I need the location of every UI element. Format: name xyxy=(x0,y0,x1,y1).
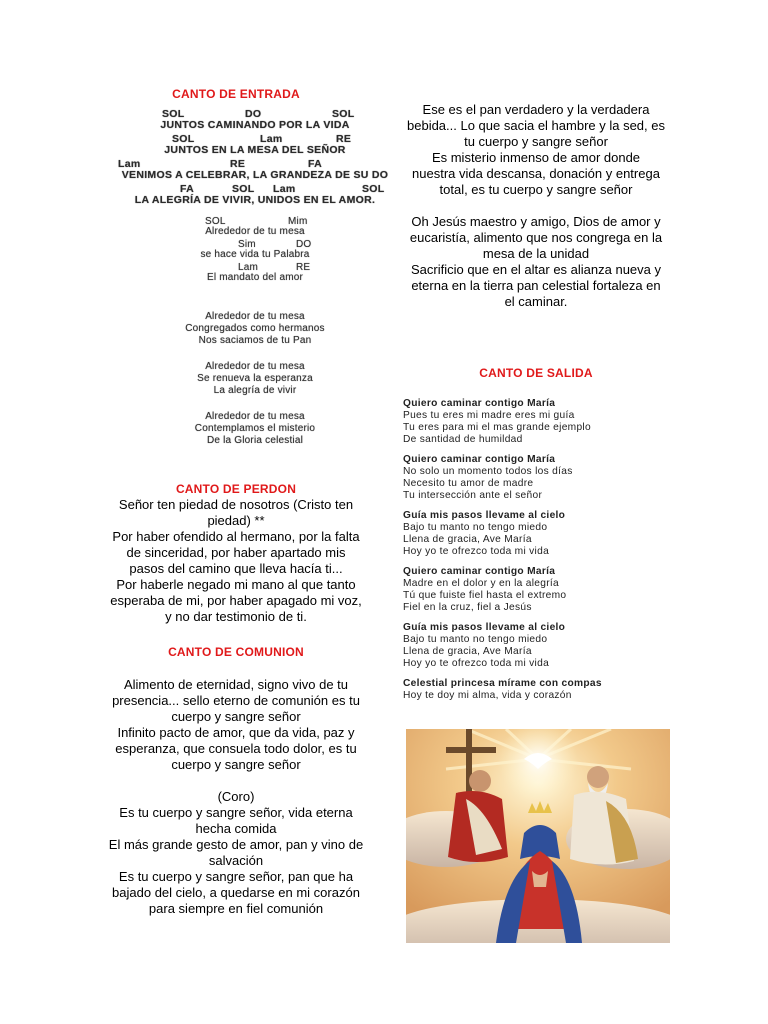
chord-name: Lam xyxy=(238,262,259,273)
lyric-line: presencia... sello eterno de comunión es tu xyxy=(112,693,360,708)
lyric-line: Es misterio inmenso de amor donde xyxy=(431,150,641,165)
salida-line: Hoy te doy mi alma, vida y corazón xyxy=(403,690,572,701)
salida-line: No solo un momento todos los días xyxy=(403,466,573,477)
chord-name: Lam xyxy=(118,158,141,170)
lyric-line xyxy=(400,198,672,214)
canto-entrada-heading: CANTO DE ENTRADA xyxy=(172,87,300,101)
painting-illustration xyxy=(406,729,670,943)
salida-line: Guía mis pasos llevame al cielo xyxy=(403,622,566,633)
chord-name: RE xyxy=(296,262,311,273)
canto-comunion-heading: CANTO DE COMUNION xyxy=(168,645,304,659)
verse-line: Congregados como hermanos xyxy=(185,323,325,334)
lyric-line: bebida... Lo que sacia el hambre y la sed, es xyxy=(407,118,665,133)
chord-lyric: Alrededor de tu mesa xyxy=(205,226,305,237)
salida-line: Quiero caminar contigo María xyxy=(403,398,556,409)
salida-line: Bajo tu manto no tengo miedo xyxy=(403,634,548,645)
verse-line: La alegría de vivir xyxy=(213,385,297,396)
lyric-line: (Coro) xyxy=(217,789,255,804)
salida-line: Hoy yo te ofrezco toda mi vida xyxy=(403,546,550,557)
chord-name: Lam xyxy=(273,183,296,195)
canto-perdon-heading: CANTO DE PERDON xyxy=(175,482,297,496)
verse-line: Alrededor de tu mesa xyxy=(205,361,305,372)
chord-name: DO xyxy=(296,239,312,250)
lyric-line: el caminar. xyxy=(504,294,568,309)
lyric-line: Por haber ofendido al hermano, por la falta xyxy=(112,529,360,544)
chord-name: SOL xyxy=(362,183,385,195)
lyric-line: y no dar testimonio de ti. xyxy=(165,609,307,624)
salida-line: Guía mis pasos llevame al cielo xyxy=(403,510,566,521)
salida-line: Pues tu eres mi madre eres mi guía xyxy=(403,410,575,421)
salida-line: Quiero caminar contigo María xyxy=(403,454,556,465)
chord-lyric: VENIMOS A CELEBRAR, LA GRANDEZA DE SU DO xyxy=(121,169,389,181)
stanza xyxy=(403,398,665,446)
stanza xyxy=(403,622,665,670)
lyric-line: nuestra vida descansa, donación y entrega xyxy=(412,166,660,181)
lyric-line: piedad) ** xyxy=(207,513,265,528)
lyric-line: Señor ten piedad de nosotros (Cristo ten xyxy=(118,497,354,512)
lyric-line: Es tu cuerpo y sangre señor, vida eterna xyxy=(119,805,353,820)
lyric-line: Oh Jesús maestro y amigo, Dios de amor y xyxy=(411,214,661,229)
lyric-line: mesa de la unidad xyxy=(482,246,590,261)
chord-name: Lam xyxy=(260,133,283,145)
lyric-line: hecha comida xyxy=(195,821,277,836)
salida-line: Tú que fuiste fiel hasta el extremo xyxy=(403,590,567,601)
lyric-line: bajado del cielo, a quedarse en mi corazón xyxy=(112,885,360,900)
lyric-line: Ese es el pan verdadero y la verdadera xyxy=(422,102,650,117)
lyric-line: Infinito pacto de amor, que da vida, paz y xyxy=(117,725,355,740)
salida-line: Necesito tu amor de madre xyxy=(403,478,534,489)
verse-line: Alrededor de tu mesa xyxy=(205,411,305,422)
verse-line: De la Gloria celestial xyxy=(206,435,304,446)
salida-line: Tu intersección ante el señor xyxy=(403,490,543,501)
comunion-continued-lyrics xyxy=(400,102,672,310)
stanza xyxy=(403,566,665,614)
chord-name: RE xyxy=(336,133,352,145)
canto-comunion-lyrics xyxy=(100,677,372,917)
chord-name: SOL xyxy=(172,133,195,145)
chord-name: RE xyxy=(230,158,246,170)
chord-lyric: JUNTOS CAMINANDO POR LA VIDA xyxy=(160,119,350,131)
chord-lyric: LA ALEGRÍA DE VIVIR, UNIDOS EN EL AMOR. xyxy=(134,194,376,206)
lyric-line: Alimento de eternidad, signo vivo de tu xyxy=(123,677,349,692)
salida-line: Celestial princesa mírame con compas xyxy=(403,678,602,689)
verse-line: Nos saciamos de tu Pan xyxy=(198,335,312,346)
salida-line: Madre en el dolor y en la alegría xyxy=(403,578,560,589)
stanza xyxy=(403,678,665,702)
lyric-line: El más grande gesto de amor, pan y vino de xyxy=(108,837,364,852)
lyric-line: tu cuerpo y sangre señor xyxy=(464,134,608,149)
chord-name: SOL xyxy=(205,216,226,227)
chord-lyric: se hace vida tu Palabra xyxy=(200,249,310,260)
stanza xyxy=(403,510,665,558)
chord-lyric: El mandato del amor xyxy=(206,272,304,283)
salida-line: Tu eres para mi el mas grande ejemplo xyxy=(403,422,591,433)
salida-line: Hoy yo te ofrezco toda mi vida xyxy=(403,658,550,669)
salida-line: Bajo tu manto no tengo miedo xyxy=(403,522,548,533)
lyric-line: eterna en la tierra pan celestial fortaleza en xyxy=(411,278,661,293)
verse-line: Se renueva la esperanza xyxy=(197,373,313,384)
chord-name: SOL xyxy=(232,183,255,195)
salida-line: Llena de gracia, Ave María xyxy=(403,534,532,545)
lyric-line: total, es tu cuerpo y sangre señor xyxy=(439,182,633,197)
chord-lyric: JUNTOS EN LA MESA DEL SEÑOR xyxy=(164,144,346,156)
canto-perdon-lyrics xyxy=(100,497,372,625)
lyric-line: para siempre en fiel comunión xyxy=(148,901,324,916)
lyric-line: cuerpo y sangre señor xyxy=(171,709,301,724)
lyric-line: esperanza, que consuela todo dolor, es tu xyxy=(115,741,357,756)
lyric-line: cuerpo y sangre señor xyxy=(171,757,301,772)
salida-line: Llena de gracia, Ave María xyxy=(403,646,532,657)
chord-name: SOL xyxy=(332,108,355,120)
chord-name: Sim xyxy=(238,239,256,250)
chord-name: Mim xyxy=(288,216,308,227)
canto-salida-lyrics xyxy=(403,398,665,710)
coronation-of-mary-painting xyxy=(406,729,670,943)
lyric-line: de sinceridad, por haber apartado mis xyxy=(126,545,346,560)
lyric-line: pasos del camino que lleva hacía ti... xyxy=(129,561,343,576)
lyric-line xyxy=(100,773,372,789)
chord-name: DO xyxy=(245,108,262,120)
lyric-line: eucaristía, alimento que nos congrega en la xyxy=(409,230,663,245)
salida-line: Quiero caminar contigo María xyxy=(403,566,556,577)
chord-name: FA xyxy=(180,183,195,195)
lyric-line: esperaba de mi, por haber apagado mi voz, xyxy=(110,593,362,608)
lyric-line: Sacrificio que en el altar es alianza nueva y xyxy=(410,262,662,277)
stanza xyxy=(403,454,665,502)
salida-line: De santidad de humildad xyxy=(403,434,523,445)
lyric-line: salvación xyxy=(208,853,264,868)
verse-line: Contemplamos el misterio xyxy=(194,423,316,434)
salida-line: Fiel en la cruz, fiel a Jesús xyxy=(403,602,532,613)
lyric-line: Por haberle negado mi mano al que tanto xyxy=(116,577,356,592)
chord-name: FA xyxy=(308,158,323,170)
lyric-line: Es tu cuerpo y sangre señor, pan que ha xyxy=(118,869,354,884)
canto-salida-heading: CANTO DE SALIDA xyxy=(479,366,593,380)
verse-line: Alrededor de tu mesa xyxy=(205,311,305,322)
chord-name: SOL xyxy=(162,108,185,120)
